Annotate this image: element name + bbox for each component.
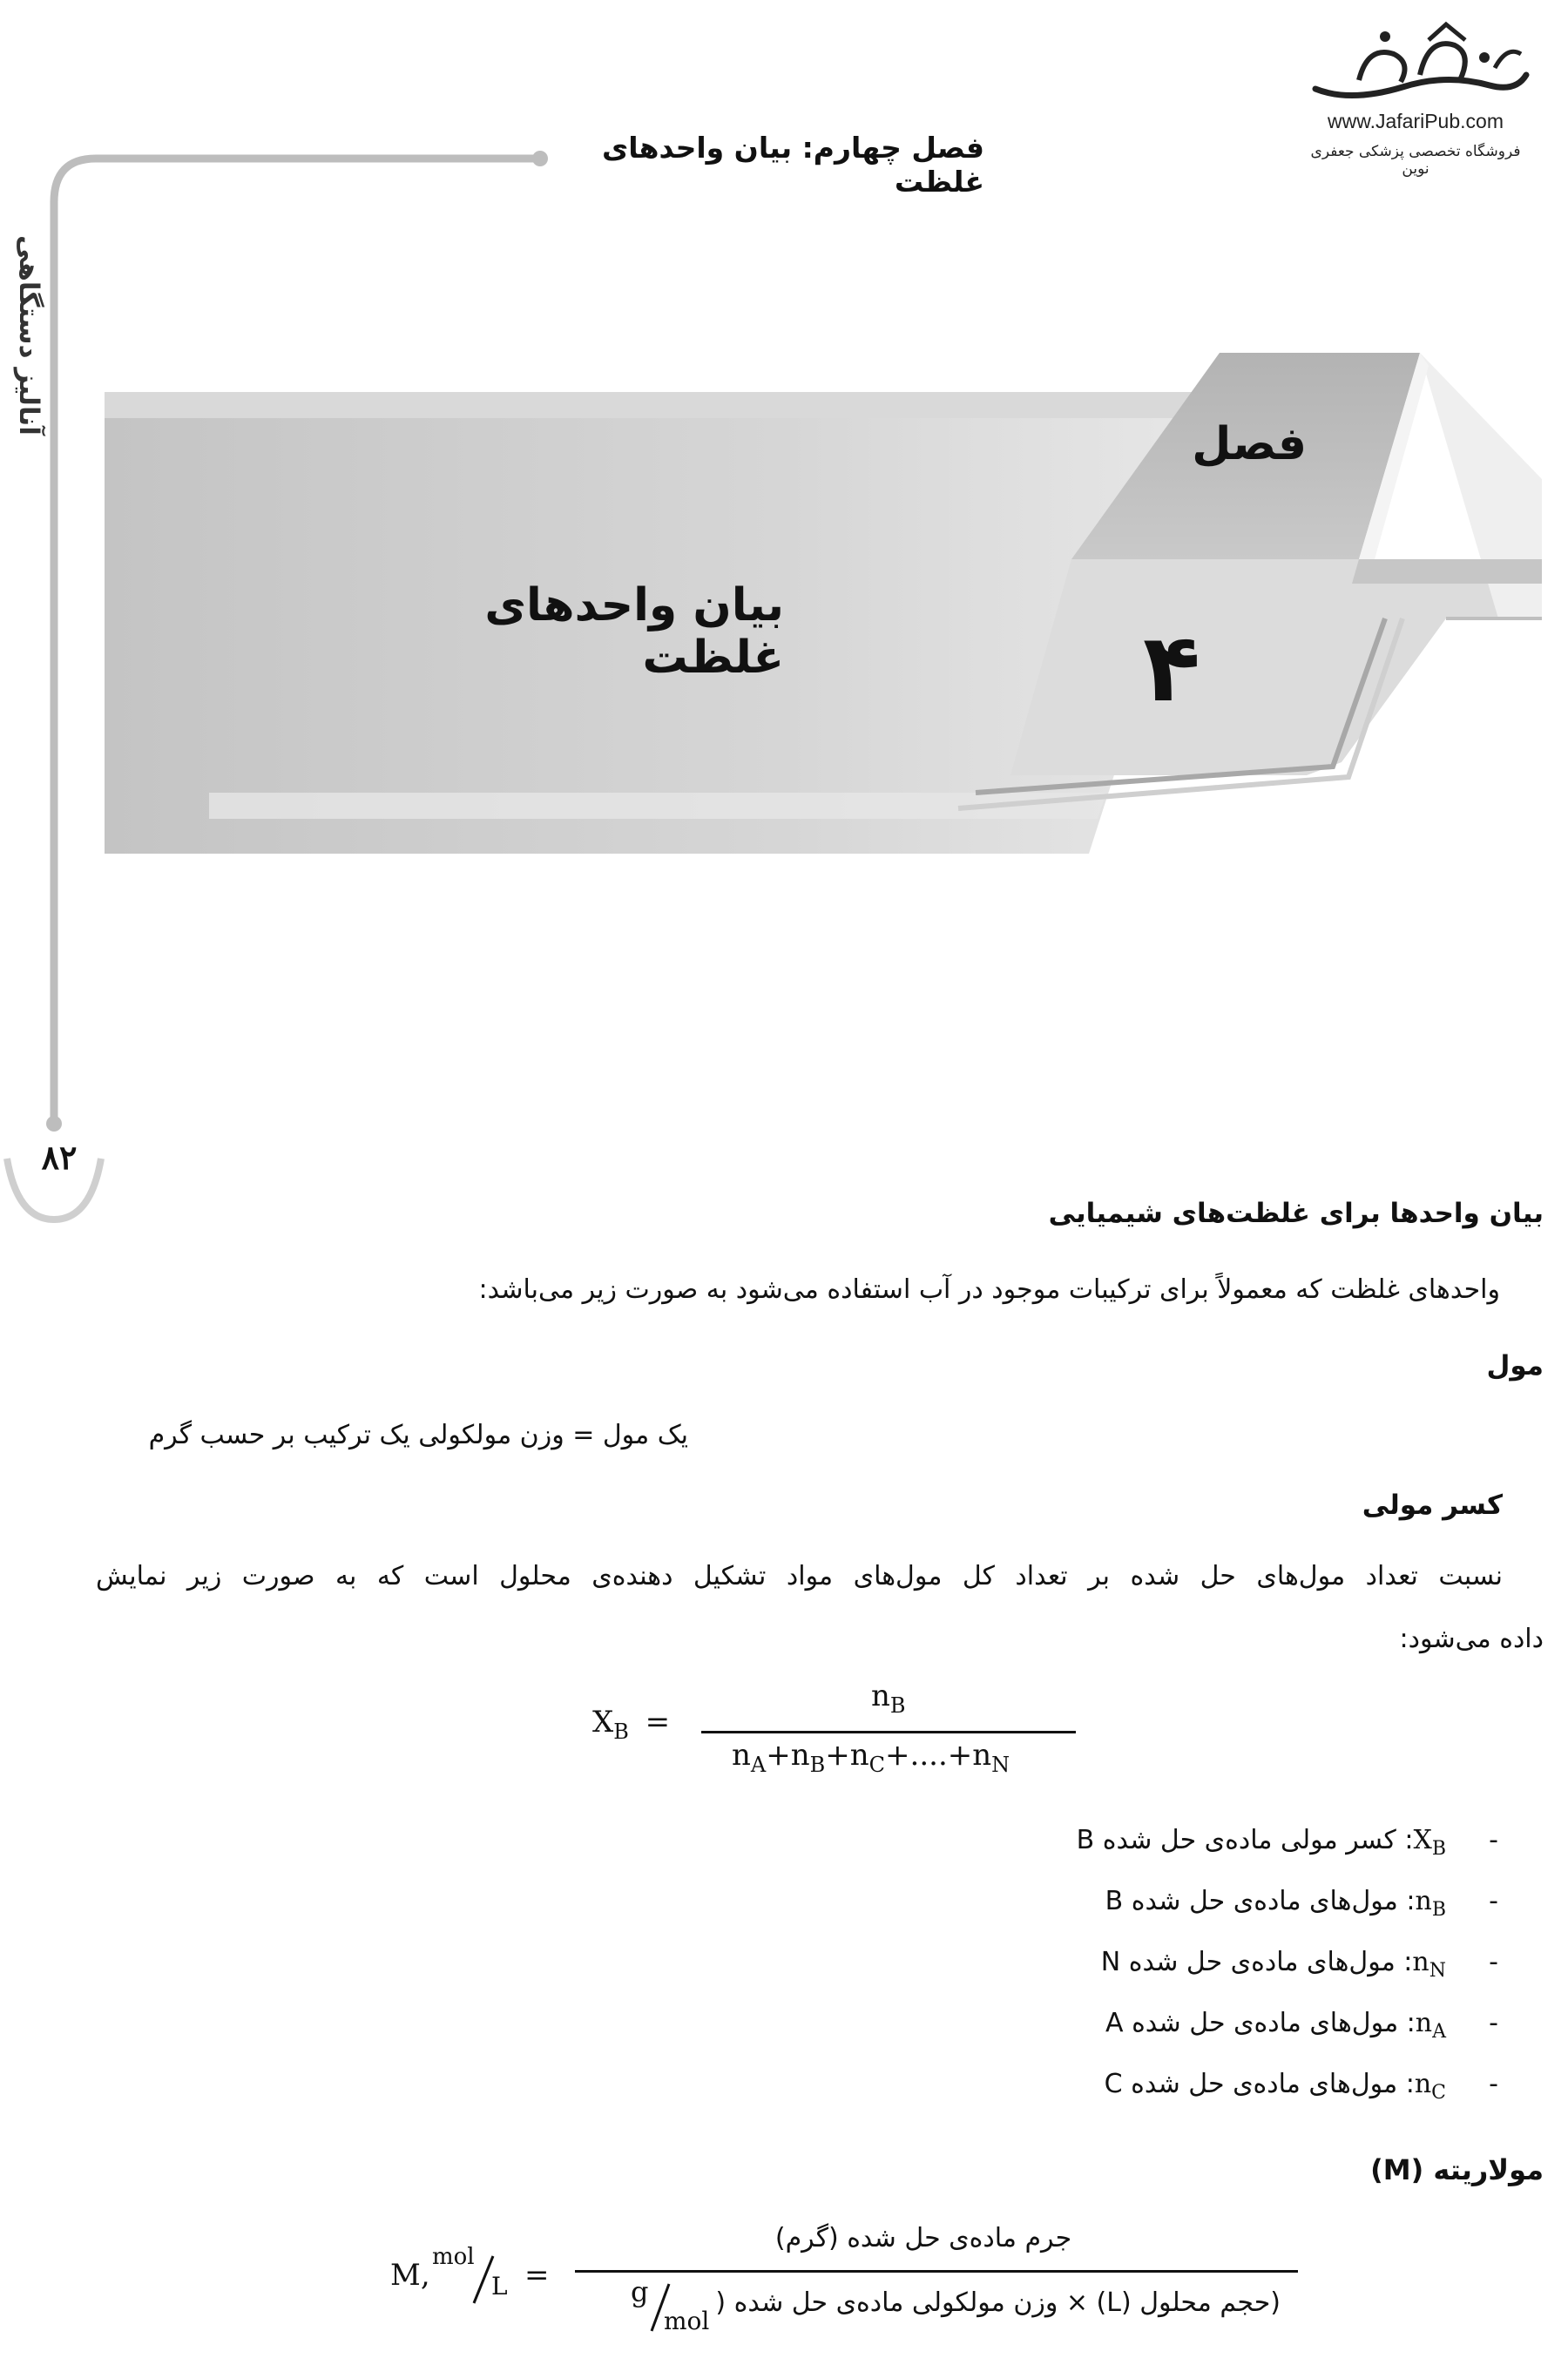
mole-fraction-text: نسبت تعداد مول‌های حل شده بر تعداد کل مول‌های مواد تشکیل دهنده‌ی محلول است که به صورت زیر نمایش: [96, 1561, 1503, 1591]
mol-definition: یک مول = وزن مولکولی یک ترکیب بر حسب گرم: [148, 1420, 688, 1450]
fraction-bar: [701, 1731, 1076, 1733]
list-bullet: -: [1489, 2008, 1498, 2038]
list-item: - $X_B$: کسر مولی ماده‌ی حل شده B: [1076, 1825, 1498, 1860]
fraction-bar: [575, 2270, 1298, 2273]
side-book-title: آنالیز دستگاهی: [13, 235, 44, 436]
formula-lhs: $X_B$ =: [592, 1705, 671, 1744]
molarity-lhs: M, mol L =: [390, 2258, 582, 2319]
list-item: - $n_A$: مول‌های ماده‌ی حل شده A: [1105, 2008, 1498, 2043]
list-item: - $n_C$: مول‌های ماده‌ی حل شده C: [1104, 2069, 1498, 2104]
list-bullet: -: [1489, 1886, 1498, 1916]
molarity-denominator: g mol (حجم محلول (L) × وزن مولکولی ماده‌ی حل شده (: [592, 2284, 1307, 2350]
formula-mole-fraction: [592, 1679, 1080, 1790]
page-number: ۸۲: [41, 1138, 78, 1177]
list-bullet: -: [1489, 1825, 1498, 1855]
molarity-heading: مولاریته (M): [1370, 2153, 1544, 2186]
mole-fraction-text-end: داده می‌شود:: [1399, 1624, 1544, 1654]
list-bullet: -: [1489, 1947, 1498, 1977]
molarity-numerator: جرم ماده‌ی حل شده (گرم): [774, 2223, 1072, 2253]
formula-numerator: $n_B$: [871, 1679, 906, 1718]
logo-website: www.JafariPub.com: [1328, 110, 1504, 132]
intro-paragraph: واحدهای غلظت که معمولاً برای ترکیبات موجود در آب استفاده می‌شود به صورت زیر می‌باشد:: [478, 1274, 1500, 1305]
chapter-banner: [0, 331, 1568, 871]
chapter-number: ۴: [1143, 614, 1200, 723]
denominator-unit: g mol: [631, 2275, 710, 2335]
section-heading: بیان واحدها برای غلظت‌های شیمیایی: [1048, 1198, 1544, 1229]
logo-calligraphy-icon: [1298, 19, 1533, 110]
running-header: فصل چهارم: بیان واحدهای غلظت: [602, 131, 984, 199]
formula-molarity: [383, 2213, 1307, 2352]
formula-denominator: $n_A+n_B+n_C+....+n_N$: [732, 1738, 1010, 1777]
list-item: - $n_B$: مول‌های ماده‌ی حل شده B: [1105, 1886, 1498, 1921]
publisher-logo: [1298, 19, 1533, 176]
chapter-label: فصل: [1192, 418, 1307, 470]
logo-shop-name: فروشگاه تخصصی پزشکی جعفری نوین: [1310, 143, 1521, 178]
list-item: - $n_N$: مول‌های ماده‌ی حل شده N: [1100, 1947, 1498, 1982]
chapter-title: بیان واحدهای غلظت: [484, 579, 784, 684]
mole-fraction-heading: کسر مولی: [1362, 1490, 1503, 1521]
mol-heading: مول: [1486, 1350, 1544, 1382]
list-bullet: -: [1489, 2069, 1498, 2099]
